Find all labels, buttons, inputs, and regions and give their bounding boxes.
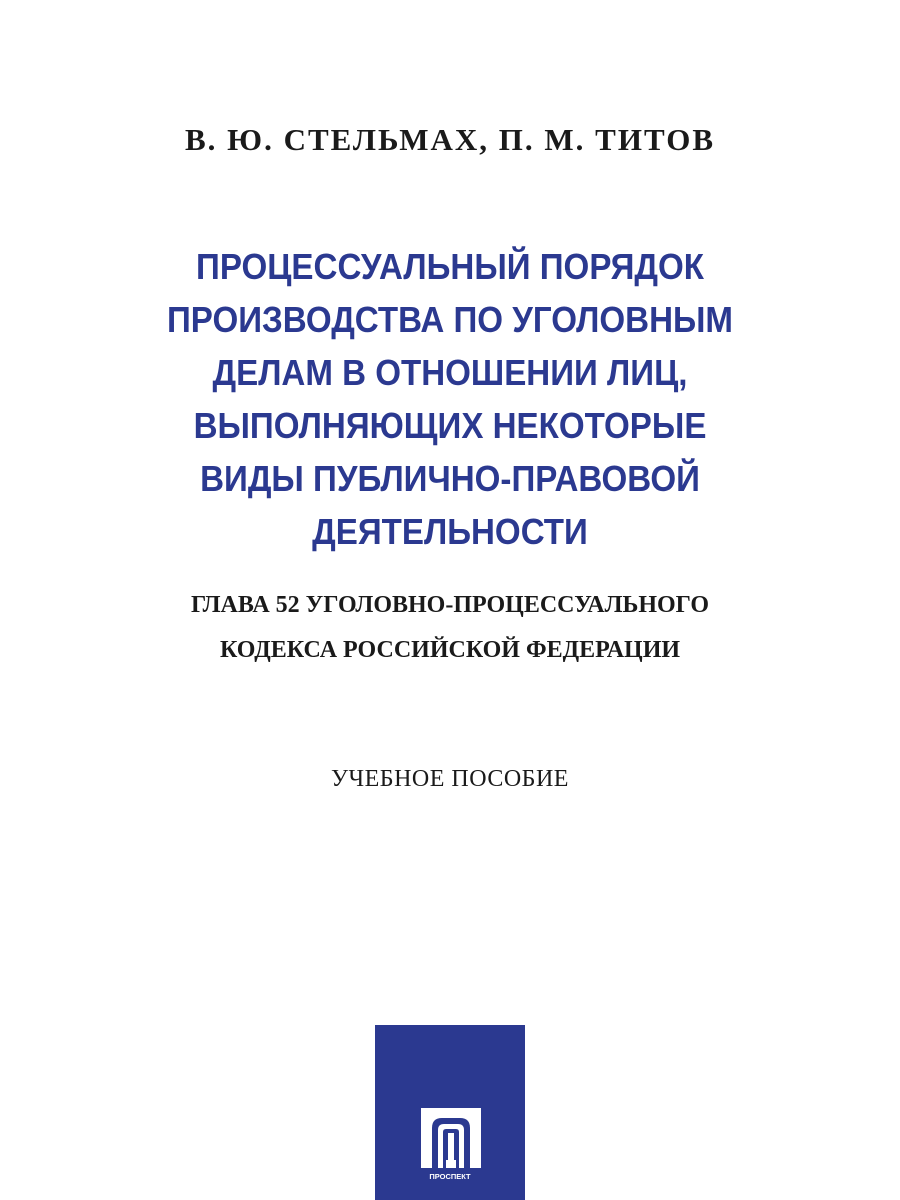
subtitle-line: КОДЕКСА РОССИЙСКОЙ ФЕДЕРАЦИИ bbox=[219, 637, 681, 663]
building-columns-icon bbox=[421, 1108, 481, 1168]
title-line: ВИДЫ ПУБЛИЧНО-ПРАВОВОЙ bbox=[200, 458, 700, 499]
book-authors: В. Ю. СТЕЛЬМАХ, П. М. ТИТОВ bbox=[184, 122, 716, 157]
title-line: ВЫПОЛНЯЮЩИХ НЕКОТОРЫЕ bbox=[193, 405, 707, 446]
subtitle-line: ГЛАВА 52 УГОЛОВНО-ПРОЦЕССУАЛЬНОГО bbox=[190, 592, 709, 618]
publisher-name: ПРОСПЕКТ bbox=[429, 1172, 471, 1181]
book-title bbox=[128, 240, 772, 558]
publisher-name-plate bbox=[424, 1171, 476, 1181]
title-line: ПРОИЗВОДСТВА ПО УГОЛОВНЫМ bbox=[166, 299, 734, 340]
title-line: ДЕЛАМ В ОТНОШЕНИИ ЛИЦ, bbox=[212, 352, 688, 393]
publisher-logo bbox=[375, 1025, 525, 1200]
title-line: ПРОЦЕССУАЛЬНЫЙ ПОРЯДОК bbox=[196, 246, 704, 287]
book-genre: УЧЕБНОЕ ПОСОБИЕ bbox=[331, 766, 569, 792]
book-subtitle bbox=[100, 583, 800, 673]
title-line: ДЕЯТЕЛЬНОСТИ bbox=[312, 511, 588, 552]
